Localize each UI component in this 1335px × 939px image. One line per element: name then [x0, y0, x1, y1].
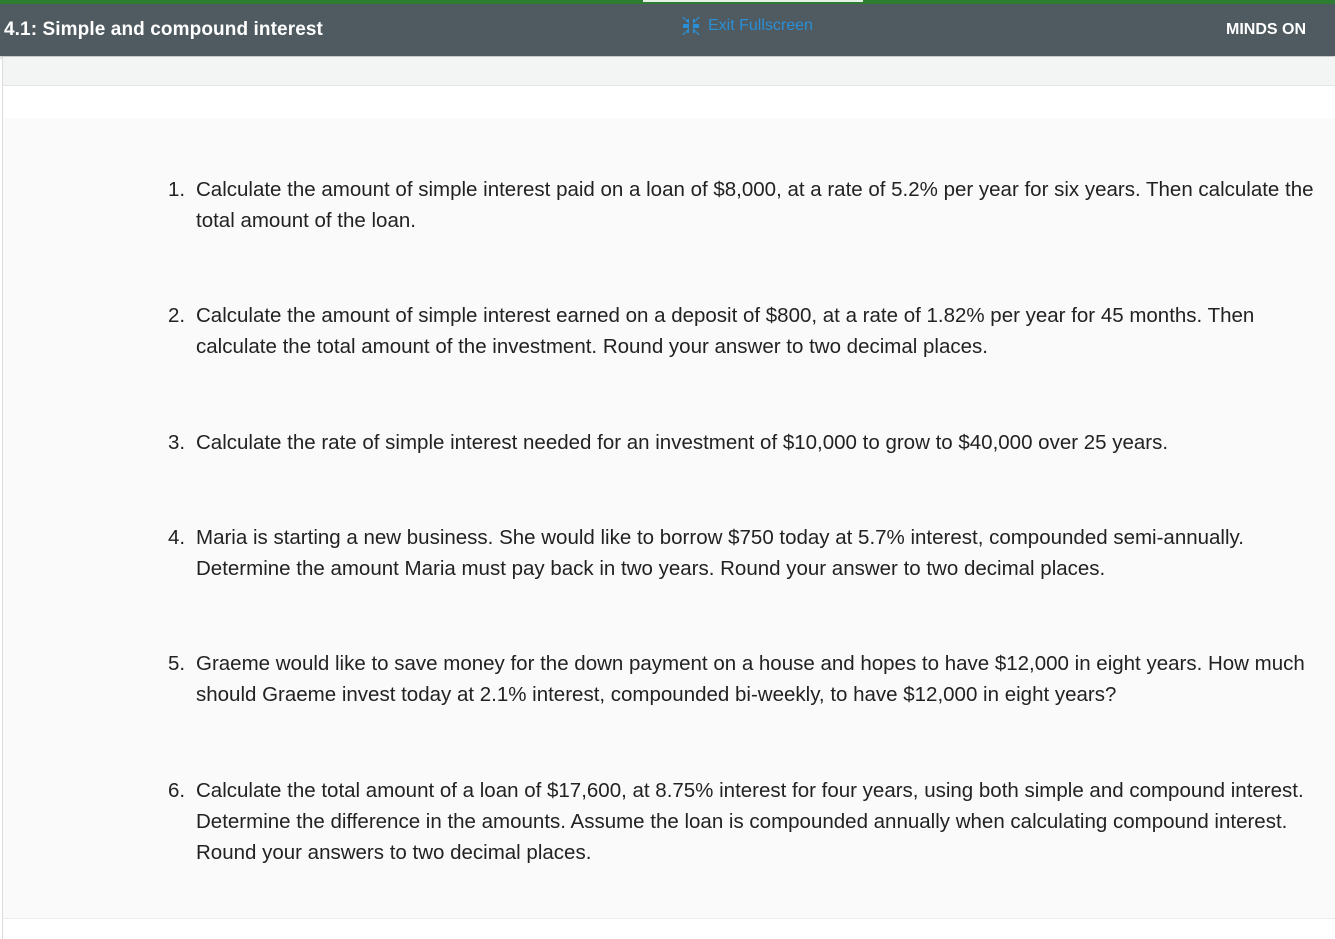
- page-title: 4.1: Simple and compound interest: [4, 19, 323, 40]
- exit-fullscreen-label: Exit Fullscreen: [708, 17, 813, 34]
- exit-fullscreen-button[interactable]: [680, 15, 813, 37]
- question-number: 5.: [168, 652, 186, 675]
- question-item: [168, 648, 1318, 710]
- question-item: [168, 174, 1318, 236]
- toolbar-band: [3, 57, 1335, 86]
- question-number: 4.: [168, 526, 186, 549]
- question-text: Calculate the rate of simple interest needed for an investment of $10,000 to grow to $40,000 over 25 years.: [196, 431, 1169, 454]
- question-text: Calculate the total amount of a loan of $17,600, at 8.75% interest for four years, using both simple and compound interest. Determine the difference in the amounts. Assume the loan is compounded annually when calculating compound interest. Round your answers to two decimal places.: [196, 779, 1304, 864]
- question-number: 2.: [168, 304, 186, 327]
- question-number: 6.: [168, 779, 186, 802]
- question-item: [168, 427, 1318, 458]
- question-text: Calculate the amount of simple interest earned on a deposit of $800, at a rate of 1.82% per year for 45 months. Then calculate the total amount of the investment. Round your answer to two decimal places.: [196, 304, 1255, 358]
- exit-fullscreen-icon: [680, 15, 702, 37]
- question-text: Calculate the amount of simple interest paid on a loan of $8,000, at a rate of 5.2% per year for six years. Then calculate the total amount of the loan.: [196, 178, 1314, 232]
- question-text: Graeme would like to save money for the down payment on a house and hopes to have $12,000 in eight years. How much should Graeme invest today at 2.1% interest, compounded bi-weekly, to have $12,000 in eight years?: [196, 652, 1305, 706]
- question-panel: [3, 118, 1335, 919]
- top-accent-highlight: [643, 0, 863, 2]
- question-item: [168, 775, 1318, 868]
- question-number: 1.: [168, 178, 186, 201]
- section-label: MINDS ON: [1226, 21, 1306, 38]
- question-number: 3.: [168, 431, 186, 454]
- activity-header: [0, 4, 1335, 56]
- question-text: Maria is starting a new business. She would like to borrow $750 today at 5.7% interest, compounded semi-annually. Determine the amount Maria must pay back in two years. Round your answer to two decimal places.: [196, 526, 1244, 580]
- question-item: [168, 522, 1318, 584]
- question-item: [168, 300, 1318, 362]
